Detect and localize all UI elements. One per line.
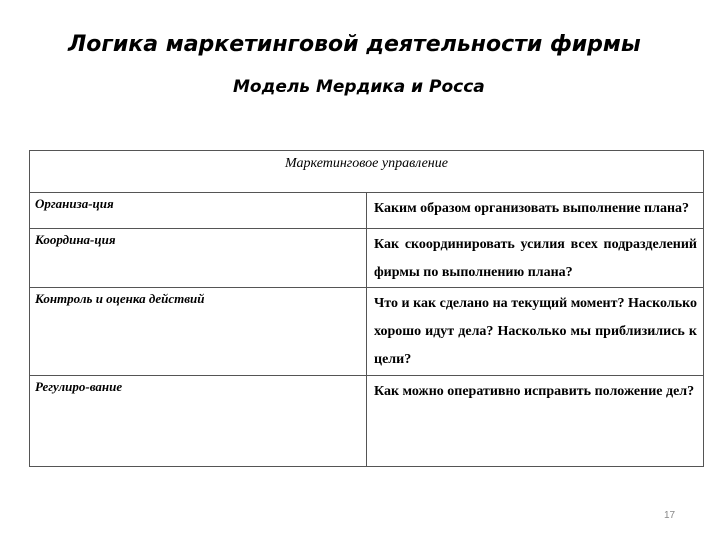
slide-title: Логика маркетинговой деятельности фирмы: [68, 32, 641, 57]
page-number: 17: [664, 510, 676, 521]
marketing-management-table: [29, 150, 704, 467]
row-label: Регулиро-вание: [30, 376, 367, 467]
table-header: Маркетинговое управление: [30, 151, 704, 193]
slide-subtitle: Модель Мердика и Росса: [233, 77, 485, 97]
row-text: Как скоординировать усилия всех подразделений фирмы по выполнению плана?: [367, 229, 704, 288]
table-row: [30, 376, 704, 467]
row-label: Организа-ция: [30, 193, 367, 229]
row-text: Как можно оперативно исправить положение дел?: [367, 376, 704, 467]
row-text: Каким образом организовать выполнение плана?: [367, 193, 704, 229]
table-header-row: [30, 151, 704, 193]
row-label: Координа-ция: [30, 229, 367, 288]
table-row: [30, 229, 704, 288]
table-row: [30, 288, 704, 376]
row-label: Контроль и оценка действий: [30, 288, 367, 376]
row-text: Что и как сделано на текущий момент? Насколько хорошо идут дела? Насколько мы приблизились к цели?: [367, 288, 704, 376]
table-row: [30, 193, 704, 229]
